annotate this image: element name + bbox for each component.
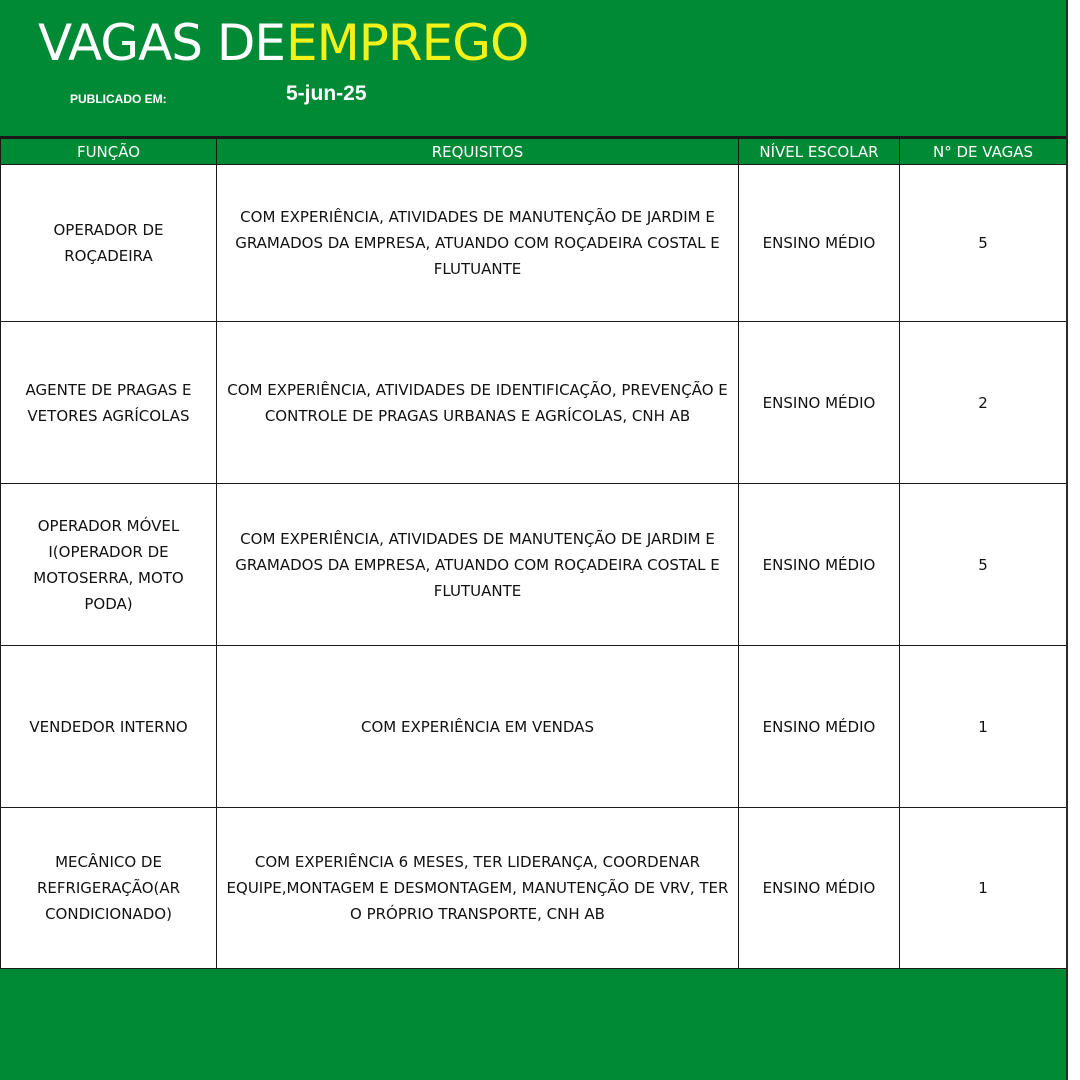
- cell-nivel: ENSINO MÉDIO: [739, 646, 900, 808]
- header-banner: [0, 0, 1066, 138]
- cell-vagas: 2: [900, 322, 1067, 484]
- cell-funcao: AGENTE DE PRAGAS E VETORES AGRÍCOLAS: [1, 322, 217, 484]
- cell-requisitos: COM EXPERIÊNCIA, ATIVIDADES DE IDENTIFICAÇÃO, PREVENÇÃO E CONTROLE DE PRAGAS URBANAS E AGRÍCOLAS, CNH AB: [217, 322, 739, 484]
- right-edge-divider: [1066, 0, 1080, 1080]
- column-header-funcao: FUNÇÃO: [1, 139, 217, 165]
- table-row: [1, 322, 1067, 484]
- cell-vagas: 5: [900, 484, 1067, 646]
- table-row: [1, 646, 1067, 808]
- jobs-table: [0, 138, 1067, 969]
- cell-funcao: VENDEDOR INTERNO: [1, 646, 217, 808]
- published-date: 5-jun-25: [286, 82, 367, 105]
- cell-nivel: ENSINO MÉDIO: [739, 484, 900, 646]
- footer-banner: [0, 968, 1066, 1080]
- cell-funcao: MECÂNICO DE REFRIGERAÇÃO(AR CONDICIONADO): [1, 808, 217, 969]
- cell-requisitos: COM EXPERIÊNCIA, ATIVIDADES DE MANUTENÇÃO DE JARDIM E GRAMADOS DA EMPRESA, ATUANDO COM ROÇADEIRA COSTAL E FLUTUANTE: [217, 484, 739, 646]
- cell-funcao: OPERADOR MÓVEL I(OPERADOR DE MOTOSERRA, MOTO PODA): [1, 484, 217, 646]
- published-label: PUBLICADO EM:: [70, 92, 167, 106]
- cell-requisitos: COM EXPERIÊNCIA 6 MESES, TER LIDERANÇA, COORDENAR EQUIPE,MONTAGEM E DESMONTAGEM, MANUTENÇÃO DE VRV, TER O PRÓPRIO TRANSPORTE, CNH AB: [217, 808, 739, 969]
- cell-requisitos: COM EXPERIÊNCIA, ATIVIDADES DE MANUTENÇÃO DE JARDIM E GRAMADOS DA EMPRESA, ATUANDO COM ROÇADEIRA COSTAL E FLUTUANTE: [217, 165, 739, 322]
- table-row: [1, 484, 1067, 646]
- cell-nivel: ENSINO MÉDIO: [739, 165, 900, 322]
- table-row: [1, 165, 1067, 322]
- cell-funcao: OPERADOR DE ROÇADEIRA: [1, 165, 217, 322]
- title-part1: VAGAS DE: [38, 14, 286, 72]
- cell-requisitos: COM EXPERIÊNCIA EM VENDAS: [217, 646, 739, 808]
- cell-vagas: 1: [900, 646, 1067, 808]
- cell-vagas: 5: [900, 165, 1067, 322]
- cell-nivel: ENSINO MÉDIO: [739, 322, 900, 484]
- table-header-row: [1, 139, 1067, 165]
- table-row: [1, 808, 1067, 969]
- column-header-vagas: N° DE VAGAS: [900, 139, 1067, 165]
- title-part2: EMPREGO: [286, 14, 529, 72]
- column-header-nivel: NÍVEL ESCOLAR: [739, 139, 900, 165]
- cell-vagas: 1: [900, 808, 1067, 969]
- column-header-requisitos: REQUISITOS: [217, 139, 739, 165]
- cell-nivel: ENSINO MÉDIO: [739, 808, 900, 969]
